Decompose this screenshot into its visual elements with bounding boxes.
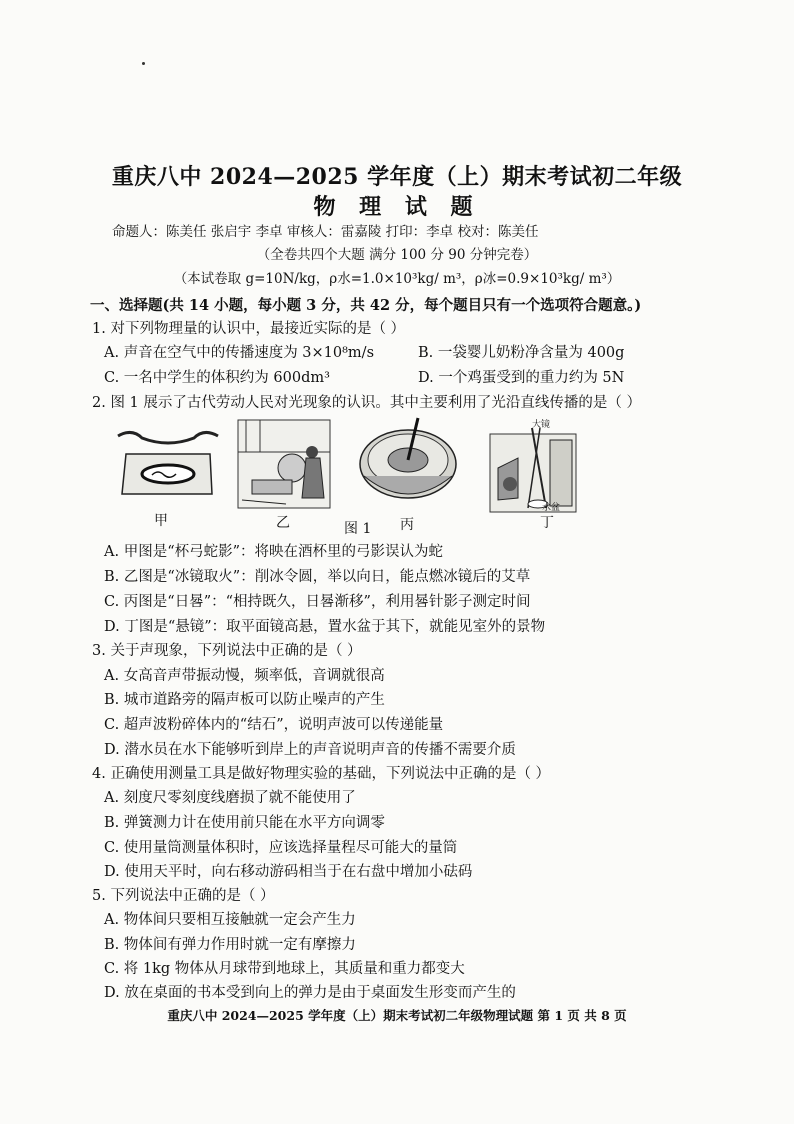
- q4-option-b: B. 弹簧测力计在使用前只能在水平方向调零: [104, 815, 385, 831]
- staff-line: 命题人：陈美任 张启宇 李卓 审核人：雷嘉陵 打印：李卓 校对：陈美任: [112, 224, 539, 240]
- q2-stem: 2. 图 1 展示了古代劳动人民对光现象的认识。其中主要利用了光沿直线传播的是（ ）: [92, 395, 641, 411]
- q1-option-b: B. 一袋婴儿奶粉净含量为 400g: [418, 345, 625, 361]
- q4-option-c: C. 使用量筒测量体积时，应该选择量程尽可能大的量筒: [104, 840, 458, 856]
- scan-speck: [142, 62, 145, 65]
- q1-stem: 1. 对下列物理量的认识中，最接近实际的是（ ）: [92, 321, 406, 337]
- q5-option-c: C. 将 1kg 物体从月球带到地球上，其质量和重力都变大: [104, 961, 465, 977]
- q5-stem: 5. 下列说法中正确的是（ ）: [92, 888, 275, 904]
- exam-title: 重庆八中 2024—2025 学年度（上）期末考试初二年级: [111, 164, 683, 190]
- q2-option-d: D. 丁图是“悬镜”：取平面镜高悬，置水盆于其下，就能见室外的景物: [104, 619, 546, 635]
- figure-caption: 图 1: [344, 521, 372, 537]
- q2-option-a: A. 甲图是“杯弓蛇影”：将映在酒杯里的弓影误认为蛇: [104, 544, 444, 560]
- constants-line: （本试卷取 g=10N/kg，ρ水=1.0×10³kg/ m³，ρ冰=0.9×10³kg/ m³）: [173, 271, 621, 287]
- page-footer: 重庆八中 2024—2025 学年度（上）期末考试初二年级物理试题 第 1 页 共 8 页: [167, 1008, 627, 1023]
- q3-option-d: D. 潜水员在水下能够听到岸上的声音说明声音的传播不需要介质: [104, 742, 516, 758]
- q5-option-b: B. 物体间有弹力作用时就一定有摩擦力: [104, 937, 356, 953]
- q4-option-d: D. 使用天平时，向右移动游码相当于在右盘中增加小砝码: [104, 864, 473, 880]
- q1-option-c: C. 一名中学生的体积约为 600dm³: [104, 370, 330, 386]
- exam-subtitle: 物 理 试 题: [313, 194, 481, 220]
- exam-info: （全卷共四个大题 满分 100 分 90 分钟完卷）: [256, 247, 538, 263]
- q3-option-c: C. 超声波粉碎体内的“结石”，说明声波可以传递能量: [104, 717, 444, 733]
- section-heading: 一、选择题(共 14 小题，每小题 3 分，共 42 分，每个题目只有一个选项符合题意。): [90, 297, 642, 314]
- q3-stem: 3. 关于声现象，下列说法中正确的是（ ）: [92, 643, 362, 659]
- figure-label-jia: 甲: [154, 513, 168, 529]
- figure-jia-cup-bow: [112, 424, 224, 504]
- figure-bing-sundial: [356, 416, 460, 506]
- figure-tag-basin: 水盆: [542, 503, 561, 513]
- q4-stem: 4. 正确使用测量工具是做好物理实验的基础，下列说法中正确的是（ ）: [92, 766, 551, 782]
- figure-tag-mirror: 大镜: [532, 420, 551, 430]
- q4-option-a: A. 刻度尺零刻度线磨损了就不能使用了: [104, 790, 356, 806]
- q5-option-d: D. 放在桌面的书本受到向上的弹力是由于桌面发生形变而产生的: [104, 985, 516, 1001]
- figure-label-ding: 丁: [540, 515, 554, 531]
- q3-option-b: B. 城市道路旁的隔声板可以防止噪声的产生: [104, 692, 385, 708]
- q2-option-c: C. 丙图是“日晷”：“相持既久，日晷渐移”，利用晷针影子测定时间: [104, 594, 531, 610]
- figure-ding-hanging-mirror: [488, 418, 578, 514]
- figure-yi-ice-lens: [236, 418, 332, 510]
- q1-option-a: A. 声音在空气中的传播速度为 3×10⁸m/s: [104, 345, 375, 361]
- q3-option-a: A. 女高音声带振动慢，频率低，音调就很高: [104, 668, 385, 684]
- figure-label-yi: 乙: [276, 515, 290, 531]
- q5-option-a: A. 物体间只要相互接触就一定会产生力: [104, 912, 356, 928]
- q1-option-d: D. 一个鸡蛋受到的重力约为 5N: [418, 370, 625, 386]
- q2-option-b: B. 乙图是“冰镜取火”：削冰令圆，举以向日，能点燃冰镜后的艾草: [104, 569, 531, 585]
- figure-label-bing: 丙: [400, 517, 414, 533]
